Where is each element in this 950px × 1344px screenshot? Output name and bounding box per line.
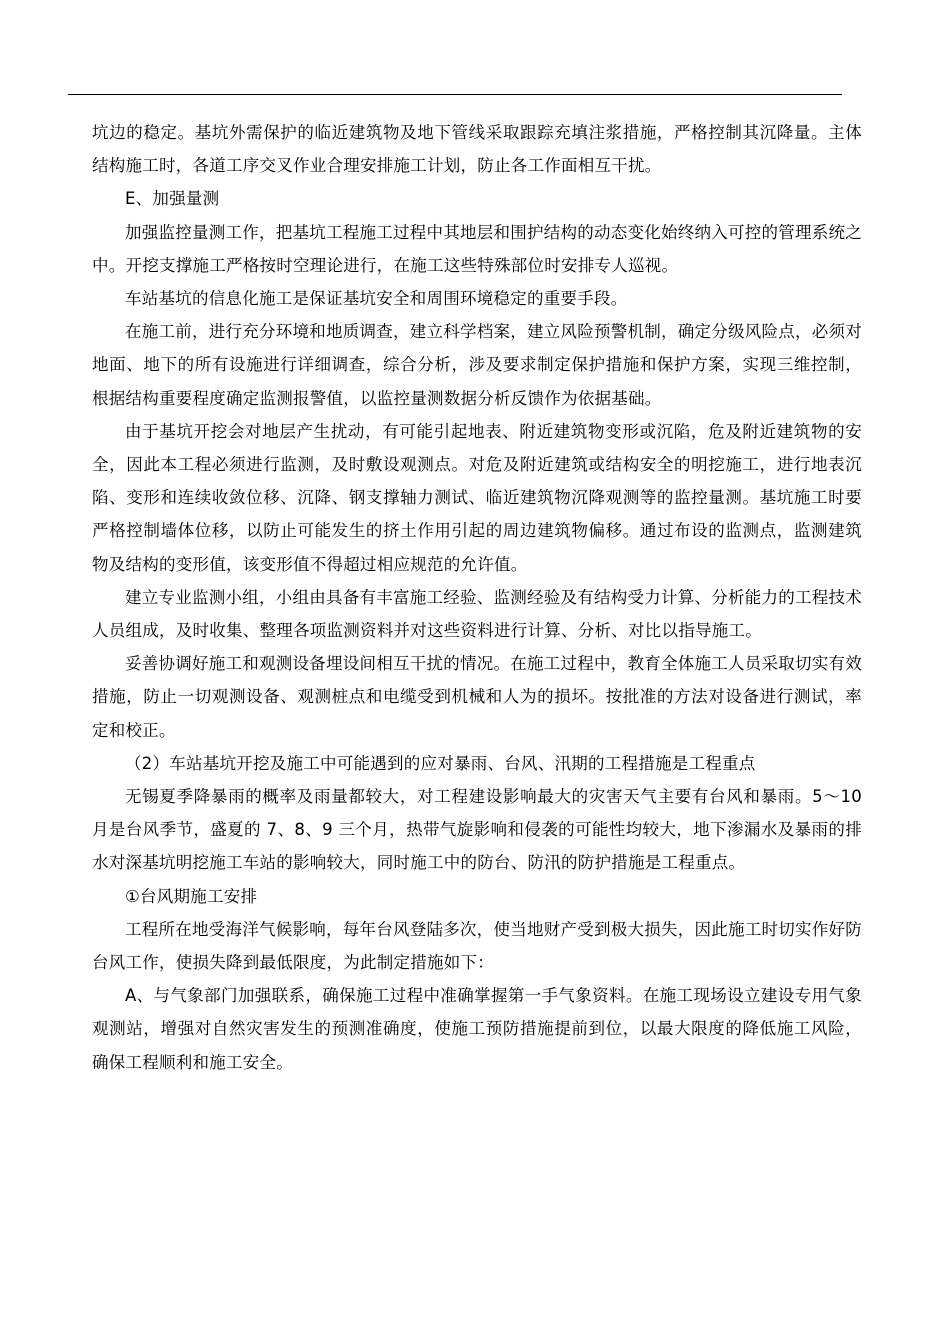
header-rule bbox=[68, 94, 842, 95]
paragraph: 工程所在地受海洋气候影响，每年台风登陆多次，使当地财产受到极大损失，因此施工时切实作好防台风工作，使损失降到最低限度，为此制定措施如下： bbox=[92, 919, 862, 973]
paragraph: 车站基坑的信息化施工是保证基坑安全和周围环境稳定的重要手段。 bbox=[125, 289, 628, 309]
paragraph: 加强监控量测工作，把基坑工程施工过程中其地层和围护结构的动态变化始终纳入可控的管理系统之中。开挖支撑施工严格按时空理论进行，在施工这些特殊部位时安排专人巡视。 bbox=[92, 222, 862, 275]
paragraph: A、与气象部门加强联系，确保施工过程中准确掌握第一手气象资料。在施工现场设立建设专用气象观测站，增强对自然灾害发生的预测准确度，使施工预防措施提前到位，以最大限度的降低施工风险，确保工程顺利和施工安全。 bbox=[92, 986, 862, 1072]
paragraph: 无锡夏季降暴雨的概率及雨量都较大，对工程建设影响最大的灾害天气主要有台风和暴雨。5～10 月是台风季节，盛夏的 7、8、9 三个月，热带气旋影响和侵袭的可能性均较大，地下渗漏水及暴雨的排水对深基坑明挖施工车站的影响较大，同时施工中的防台、防汛的防护措施是工程重点。 bbox=[92, 787, 862, 873]
paragraph: 在施工前，进行充分环境和地质调查，建立科学档案，建立风险预警机制，确定分级风险点，必须对地面、地下的所有设施进行详细调查，综合分析，涉及要求制定保护措施和保护方案，实现三维控制，根据结构重要程度确定监测报警值，以监控量测数据分析反馈作为依据基础。 bbox=[92, 322, 862, 408]
paragraph-continuation: 坑边的稳定。基坑外需保护的临近建筑物及地下管线采取跟踪充填注浆措施，严格控制其沉降量。主体结构施工时，各道工序交叉作业合理安排施工计划，防止各工作面相互干扰。 bbox=[92, 123, 862, 176]
section-heading-e: E、加强量测 bbox=[125, 189, 220, 209]
section-heading-typhoon: ①台风期施工安排 bbox=[125, 886, 258, 906]
paragraph: 由于基坑开挖会对地层产生扰动，有可能引起地表、附近建筑物变形或沉陷，危及附近建筑物的安全，因此本工程必须进行监测，及时敷设观测点。对危及附近建筑或结构安全的明挖施工，进行地表沉陷、变形和连续收敛位移、沉降、钢支撑轴力测试、临近建筑物沉降观测等的监控量测。基坑施工时要严格控制墙体位移，以防止可能发生的挤土作用引起的周边建筑物偏移。通过布设的监测点，监测建筑物及结构的变形值，该变形值不得超过相应规范的允许值。 bbox=[92, 421, 862, 574]
paragraph: 建立专业监测小组，小组由具备有丰富施工经验、监测经验及有结构受力计算、分析能力的工程技术人员组成，及时收集、整理各项监测资料并对这些资料进行计算、分析、对比以指导施工。 bbox=[92, 587, 862, 641]
document-body bbox=[92, 116, 862, 1079]
paragraph: 妥善协调好施工和观测设备埋设间相互干扰的情况。在施工过程中，教育全体施工人员采取切实有效措施，防止一切观测设备、观测桩点和电缆受到机械和人为的损坏。按批准的方法对设备进行测试，率定和校正。 bbox=[92, 654, 862, 740]
section-heading-2: （2）车站基坑开挖及施工中可能遇到的应对暴雨、台风、汛期的工程措施是工程重点 bbox=[125, 753, 756, 773]
